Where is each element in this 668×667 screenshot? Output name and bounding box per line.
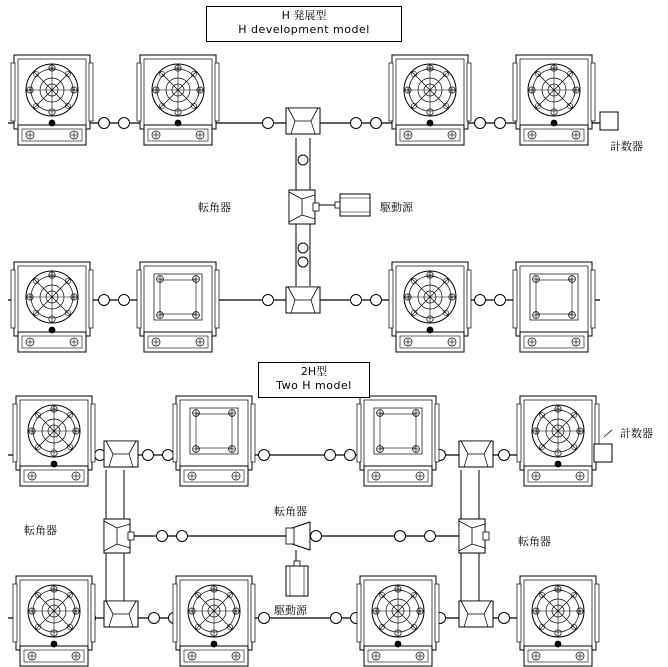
- label-corner-top-left: 転角器: [198, 201, 231, 214]
- corner-unit-top-row2: [286, 287, 320, 313]
- gearbox-bottom-2: [173, 396, 255, 486]
- bottom-left-vertical-linkage: [104, 441, 138, 627]
- motor-top: [335, 194, 370, 216]
- bottom-right-vertical-linkage: [459, 441, 493, 627]
- gearbox-bottom-7: [357, 576, 439, 666]
- gearbox-top-3: [389, 55, 471, 145]
- gearbox-bottom-4: [517, 396, 599, 486]
- bottom-section: [8, 396, 612, 666]
- gearbox-top-4: [513, 55, 595, 145]
- title-box-top: [206, 6, 402, 42]
- motor-bottom: [286, 561, 308, 596]
- gearbox-top-7: [389, 262, 471, 352]
- gearbox-bottom-8: [517, 576, 599, 666]
- title-bottom-line1: 2H型: [300, 365, 328, 378]
- gearbox-top-1: [11, 55, 93, 145]
- gearbox-top-8: [513, 262, 595, 352]
- label-counter-top: 計数器: [610, 140, 643, 153]
- label-counter-bottom: 計数器: [620, 427, 653, 440]
- gearbox-bottom-5: [13, 576, 95, 666]
- gearbox-top-6: [137, 262, 219, 352]
- title-top-line2: H development model: [238, 23, 370, 37]
- label-drive-source-top: 駆動源: [380, 201, 413, 214]
- gearbox-bottom-3: [357, 396, 439, 486]
- gearbox-bottom-6: [173, 576, 255, 666]
- title-top-line1: H 発展型: [281, 9, 327, 22]
- gearbox-top-5: [11, 262, 93, 352]
- label-corner-bottom-center: 転角器: [274, 505, 307, 518]
- title-bottom-line2: Two H model: [276, 379, 352, 393]
- label-drive-source-bottom: 駆動源: [274, 604, 307, 617]
- title-box-bottom: [258, 362, 370, 398]
- counter-box-top: [600, 112, 618, 130]
- corner-unit-top-drive: [289, 190, 336, 224]
- gearbox-bottom-1: [13, 396, 95, 486]
- corner-unit-top-row1: [286, 108, 320, 134]
- corner-unit-bottom-drive: [286, 522, 310, 566]
- bottom-row1-shaft: [8, 450, 596, 461]
- gearbox-top-2: [137, 55, 219, 145]
- label-corner-bottom-left: 転角器: [24, 524, 57, 537]
- label-corner-bottom-right: 転角器: [518, 535, 551, 548]
- top-section: [8, 55, 618, 352]
